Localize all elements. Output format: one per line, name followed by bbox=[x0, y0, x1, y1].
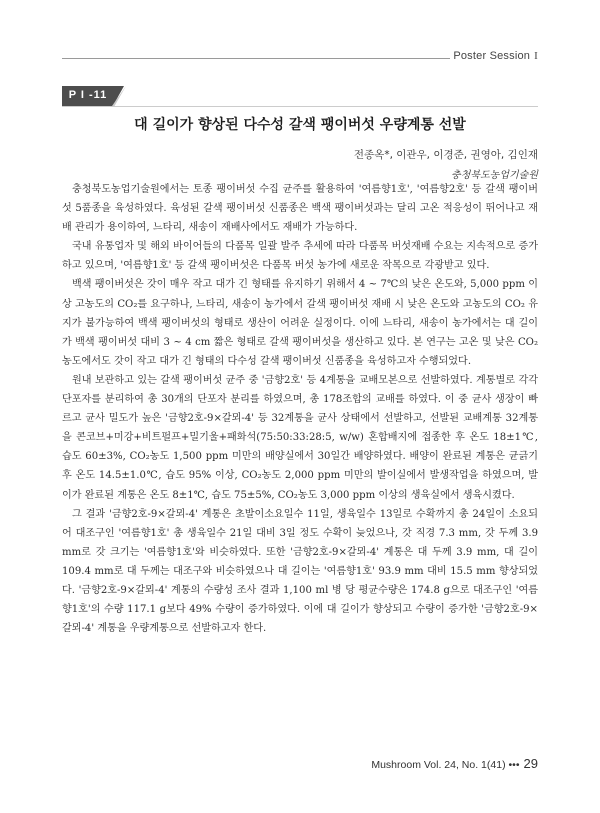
badge-label: P I -11 bbox=[68, 89, 108, 101]
paragraph: 충청북도농업기술원에서는 토종 팽이버섯 수집 균주를 활용하여 '여름향1호', '여름향2호' 등 갈색 팽이버섯 5품종을 육성하였다. 육성된 갈색 팽이버섯 신품종은 백색 팽이버섯과는 달리 고온 적응성이 뛰어나고 재배 관리가 용이하여, 느타리, 새송이 재배사에서도 재배가 가능하다. bbox=[62, 184, 538, 234]
session-number: I bbox=[534, 50, 538, 62]
title-rule bbox=[62, 106, 538, 107]
abstract-body bbox=[62, 180, 538, 638]
poster-badge bbox=[62, 86, 124, 106]
running-header bbox=[453, 50, 538, 62]
paragraph: 원내 보관하고 있는 갈색 팽이버섯 균주 중 '금향2호' 등 4계통을 교배모본으로 선발하였다. 계통별로 각각 단포자를 분리하여 총 30개의 단포자 분리를 하였으며, 총 178조합의 교배를 하였다. 이 중 균사 생장이 빠르고 균사 밀도가 높은 '금향2호-9×갈뫼-4' 등 32계통을 균사 상태에서 선발하고, 선발된 교배계통 32계통을 콘코브+미강+비트펄프+밀기울+패화석(75:50:33:28:5, w/w) 혼합배지에 접종한 후 온도 18±1℃, 습도 60±3%, CO₂농도 1,500 ppm 미만의 배양실에서 30일간 배양하였다. 배양이 완료된 계통은 균긁기 후 온도 14.5±1.0℃, 습도 95% 이상, CO₂농도 2,000 ppm 미만의 발이실에서 발생작업을 하였으며, 발이가 완료된 계통은 온도 8±1℃, 습도 75±5%, CO₂농도 3,000 ppm 이상의 생육실에서 생육시켰다. bbox=[62, 374, 538, 501]
affiliation: 충청북도농업기술원 bbox=[451, 170, 538, 181]
paragraph: 그 결과 '금향2호-9×갈뫼-4' 계통은 초발이소요일수 11일, 생육일수 13일로 수확까지 총 24일이 소요되어 대조구인 '여름향1호' 총 생육일수 21일 대비 3일 정도 수확이 늦었으나, 갓 직경 7.3 mm, 갓 두께 3.9 mm로 갓 크기는 '여름향1호'와 비슷하였다. 또한 '금향2호-9×갈뫼-4' 계통은 대 두께 3.9 mm, 대 길이 109.4 mm로 대 두께는 대조구와 비슷하였으나 대 길이는 '여름향1호' 93.9 mm 대비 15.5 mm 향상되었다. '금향2호-9×갈뫼-4' 계통의 수량성 조사 결과 1,100 ml 병 당 평균수량은 174.8 g으로 대조구인 '여름향1호'의 수량 117.1 g보다 49% 수량이 증가하였다. 이에 대 길이가 향상되고 수량이 증가한 '금향2호-9×갈뫼-4' 계통을 우량계통으로 선발하고자 한다. bbox=[62, 508, 538, 635]
paper-title: 대 길이가 향상된 다수성 갈색 팽이버섯 우량계통 선발 bbox=[134, 117, 466, 133]
author-list: 전종옥*, 이관우, 이경준, 권영아, 김인재 bbox=[353, 149, 538, 161]
journal-citation: Mushroom Vol. 24, No. 1(41) ••• bbox=[371, 759, 520, 771]
header-rule bbox=[62, 58, 450, 59]
session-label: Poster Session bbox=[453, 50, 531, 62]
paragraph: 국내 유통업자 및 해외 바이어들의 다품목 일괄 발주 추세에 따라 다품목 버섯재배 수요는 지속적으로 증가하고 있으며, '여름향1호' 등 갈색 팽이버섯은 다품목 버섯 농가에 새로운 작목으로 각광받고 있다. bbox=[62, 241, 538, 272]
page-number: 29 bbox=[523, 756, 538, 771]
page-footer bbox=[371, 756, 538, 771]
paragraph: 백색 팽이버섯은 갓이 매우 작고 대가 긴 형태를 유지하기 위해서 4 ~ 7℃의 낮은 온도와, 5,000 ppm 이상 고농도의 CO₂를 요구하나, 느타리, 새송이 농가에서 갈색 팽이버섯 재배 시 낮은 온도와 고농도의 CO₂ 유지가 불가능하여 백색 팽이버섯의 형태로 생산이 어려운 실정이다. 이에 느타리, 새송이 농가에서는 대 길이가 백색 팽이버섯 대비 3 ~ 4 cm 짧은 형태로 갈색 팽이버섯을 생산하고 있다. 본 연구는 고온 및 낮은 CO₂농도에서도 갓이 작고 대가 긴 형태의 다수성 갈색 팽이버섯 신품종을 육성하고자 수행되었다. bbox=[62, 279, 538, 367]
